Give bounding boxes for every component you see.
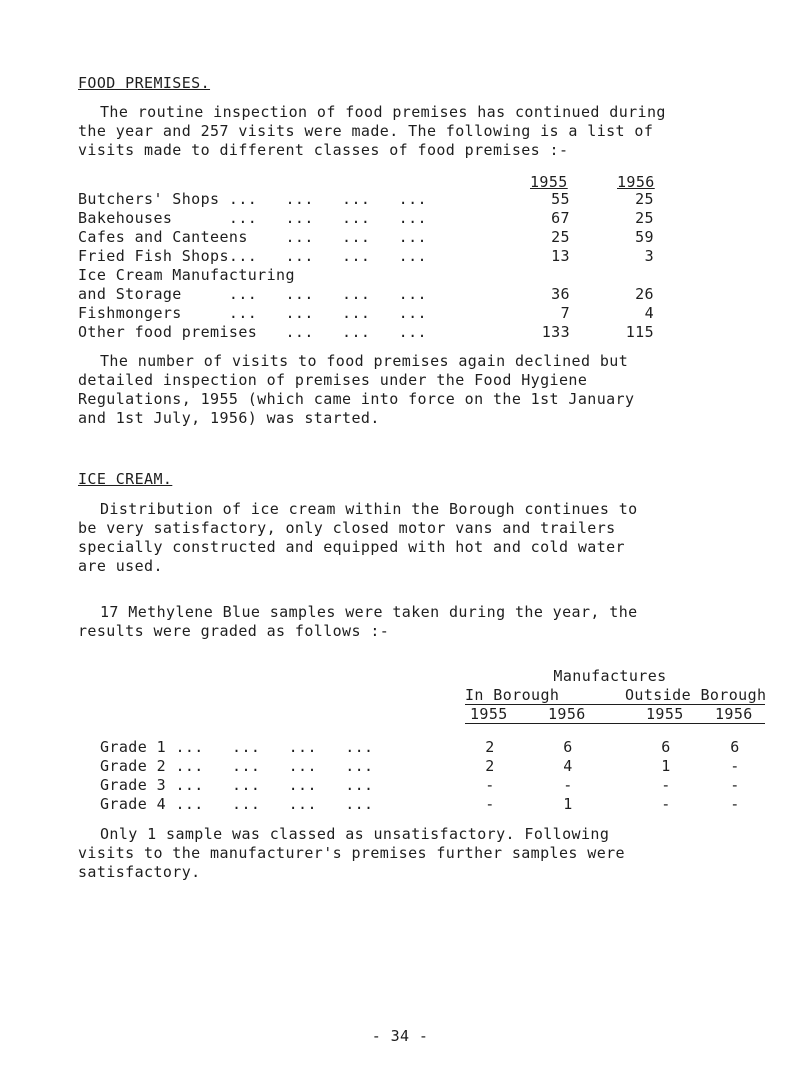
table-row-label: Fishmongers ... ... ... ...: [78, 304, 427, 322]
ice-cream-para3-line-1: Only 1 sample was classed as unsatisfactory. Following: [100, 825, 610, 843]
ice-cream-para1-line-3: specially constructed and equipped with hot and cold water: [78, 538, 625, 556]
grade-cell: -: [485, 776, 495, 794]
table-row-label: and Storage ... ... ... ...: [78, 285, 427, 303]
ice-cream-para1-line-4: are used.: [78, 557, 163, 575]
table-cell-1956: 59: [635, 228, 654, 246]
table-row-label: Fried Fish Shops... ... ... ...: [78, 247, 427, 265]
grade-cell: 6: [661, 738, 671, 756]
grade-row-label: Grade 1 ... ... ... ...: [100, 738, 374, 756]
year-header-in-1956: 1956: [548, 705, 586, 723]
table-row-label: Ice Cream Manufacturing: [78, 266, 295, 284]
grade-cell: 4: [563, 757, 573, 775]
ice-cream-para1-line-1: Distribution of ice cream within the Borough continues to: [100, 500, 638, 518]
year-header-in-1955: 1955: [470, 705, 508, 723]
grade-cell: 6: [563, 738, 573, 756]
food-premises-heading: FOOD PREMISES.: [78, 74, 211, 92]
ice-cream-para2-line-1: 17 Methylene Blue samples were taken during the year, the: [100, 603, 638, 621]
table-cell-1955: 133: [541, 323, 570, 341]
grade-cell: -: [730, 795, 740, 813]
grade-row-label: Grade 2 ... ... ... ...: [100, 757, 374, 775]
grade-cell: -: [730, 757, 740, 775]
grade-cell: 2: [485, 757, 495, 775]
table-cell-1956: 3: [644, 247, 654, 265]
table-cell-1956: 26: [635, 285, 654, 303]
ice-cream-para1-line-2: be very satisfactory, only closed motor vans and trailers: [78, 519, 616, 537]
grade-cell: -: [661, 795, 671, 813]
grade-cell: -: [485, 795, 495, 813]
year-header-out-1956: 1956: [715, 705, 753, 723]
year-header-1955: 1955: [530, 173, 568, 191]
table-cell-1955: 25: [551, 228, 570, 246]
table-cell-1956: 115: [625, 323, 654, 341]
table-row-label: Other food premises ... ... ...: [78, 323, 427, 341]
grade-row-label: Grade 4 ... ... ... ...: [100, 795, 374, 813]
year-header-1956: 1956: [617, 173, 655, 191]
intro-line-3: visits made to different classes of food premises :-: [78, 141, 569, 159]
table-row-label: Butchers' Shops ... ... ... ...: [78, 190, 427, 208]
grade-cell: -: [661, 776, 671, 794]
closing-line-3: Regulations, 1955 (which came into force on the 1st January: [78, 390, 635, 408]
table-cell-1955: 55: [551, 190, 570, 208]
table-cell-1956: 25: [635, 209, 654, 227]
grade-cell: -: [563, 776, 573, 794]
intro-line-1: The routine inspection of food premises has continued during: [100, 103, 666, 121]
outside-borough-header: Outside Borough: [625, 686, 767, 704]
year-rule: [465, 723, 765, 724]
table-cell-1955: 67: [551, 209, 570, 227]
grade-cell: -: [730, 776, 740, 794]
table-cell-1955: 36: [551, 285, 570, 303]
ice-cream-para3-line-3: satisfactory.: [78, 863, 201, 881]
table-row-label: Bakehouses ... ... ... ...: [78, 209, 427, 227]
ice-cream-heading: ICE CREAM.: [78, 470, 173, 488]
table-cell-1955: 13: [551, 247, 570, 265]
table-row-label: Cafes and Canteens ... ... ...: [78, 228, 427, 246]
closing-line-1: The number of visits to food premises again declined but: [100, 352, 629, 370]
year-header-out-1955: 1955: [646, 705, 684, 723]
grade-row-label: Grade 3 ... ... ... ...: [100, 776, 374, 794]
page-number: - 34 -: [371, 1027, 429, 1045]
grade-cell: 6: [730, 738, 740, 756]
closing-line-2: detailed inspection of premises under the Food Hygiene: [78, 371, 588, 389]
grade-cell: 2: [485, 738, 495, 756]
grade-cell: 1: [661, 757, 671, 775]
ice-cream-para2-line-2: results were graded as follows :-: [78, 622, 390, 640]
ice-cream-para3-line-2: visits to the manufacturer's premises further samples were: [78, 844, 625, 862]
table-cell-1956: 4: [644, 304, 654, 322]
table-cell-1956: 25: [635, 190, 654, 208]
in-borough-header: In Borough: [465, 686, 560, 704]
manufactures-header: Manufactures: [553, 667, 667, 685]
intro-line-2: the year and 257 visits were made. The following is a list of: [78, 122, 654, 140]
grade-cell: 1: [563, 795, 573, 813]
table-cell-1955: 7: [560, 304, 570, 322]
closing-line-4: and 1st July, 1956) was started.: [78, 409, 380, 427]
